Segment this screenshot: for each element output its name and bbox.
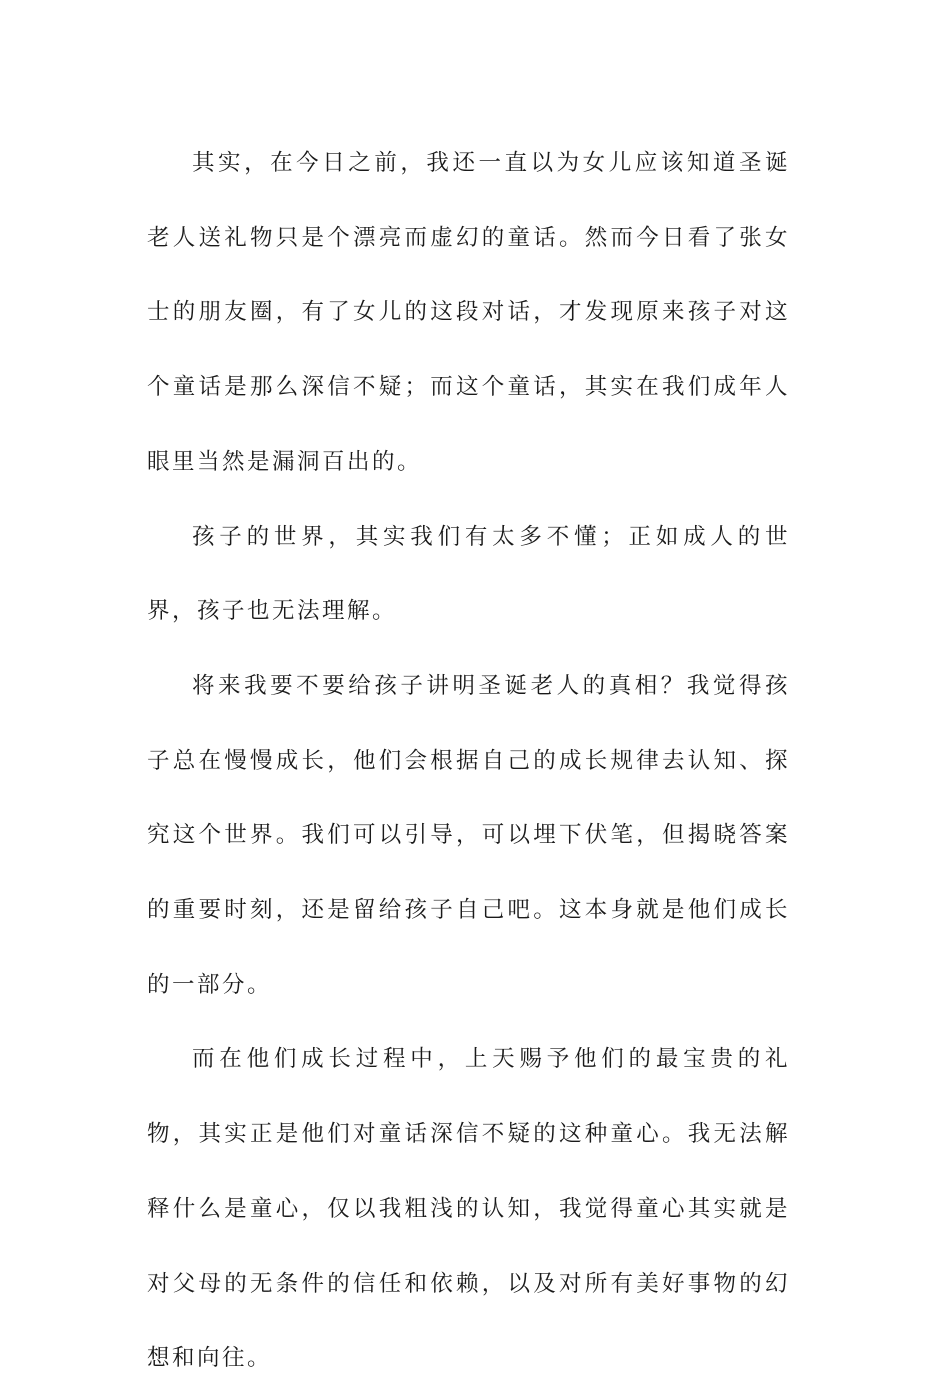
paragraph-2: 孩子的世界，其实我们有太多不懂；正如成人的世界，孩子也无法理解。: [147, 523, 790, 625]
paragraph-4: 而在他们成长过程中，上天赐予他们的最宝贵的礼物，其实正是他们对童话深信不疑的这种童心。我无法解释什么是童心，仅以我粗浅的认知，我觉得童心其实就是对父母的无条件的信任和依赖，以及对所有美好事物的幻想和向往。: [147, 1046, 790, 1372]
paragraph-3: 将来我要不要给孩子讲明圣诞老人的真相？我觉得孩子总在慢慢成长，他们会根据自己的成长规律去认知、探究这个世界。我们可以引导，可以埋下伏笔，但揭晓答案的重要时刻，还是留给孩子自己吧。这本身就是他们成长的一部分。: [147, 672, 790, 998]
paragraph-1: 其实，在今日之前，我还一直以为女儿应该知道圣诞老人送礼物只是个漂亮而虚幻的童话。然而今日看了张女士的朋友圈，有了女儿的这段对话，才发现原来孩子对这个童话是那么深信不疑；而这个童话，其实在我们成年人眼里当然是漏洞百出的。: [147, 150, 790, 475]
document-body: [147, 126, 790, 1396]
